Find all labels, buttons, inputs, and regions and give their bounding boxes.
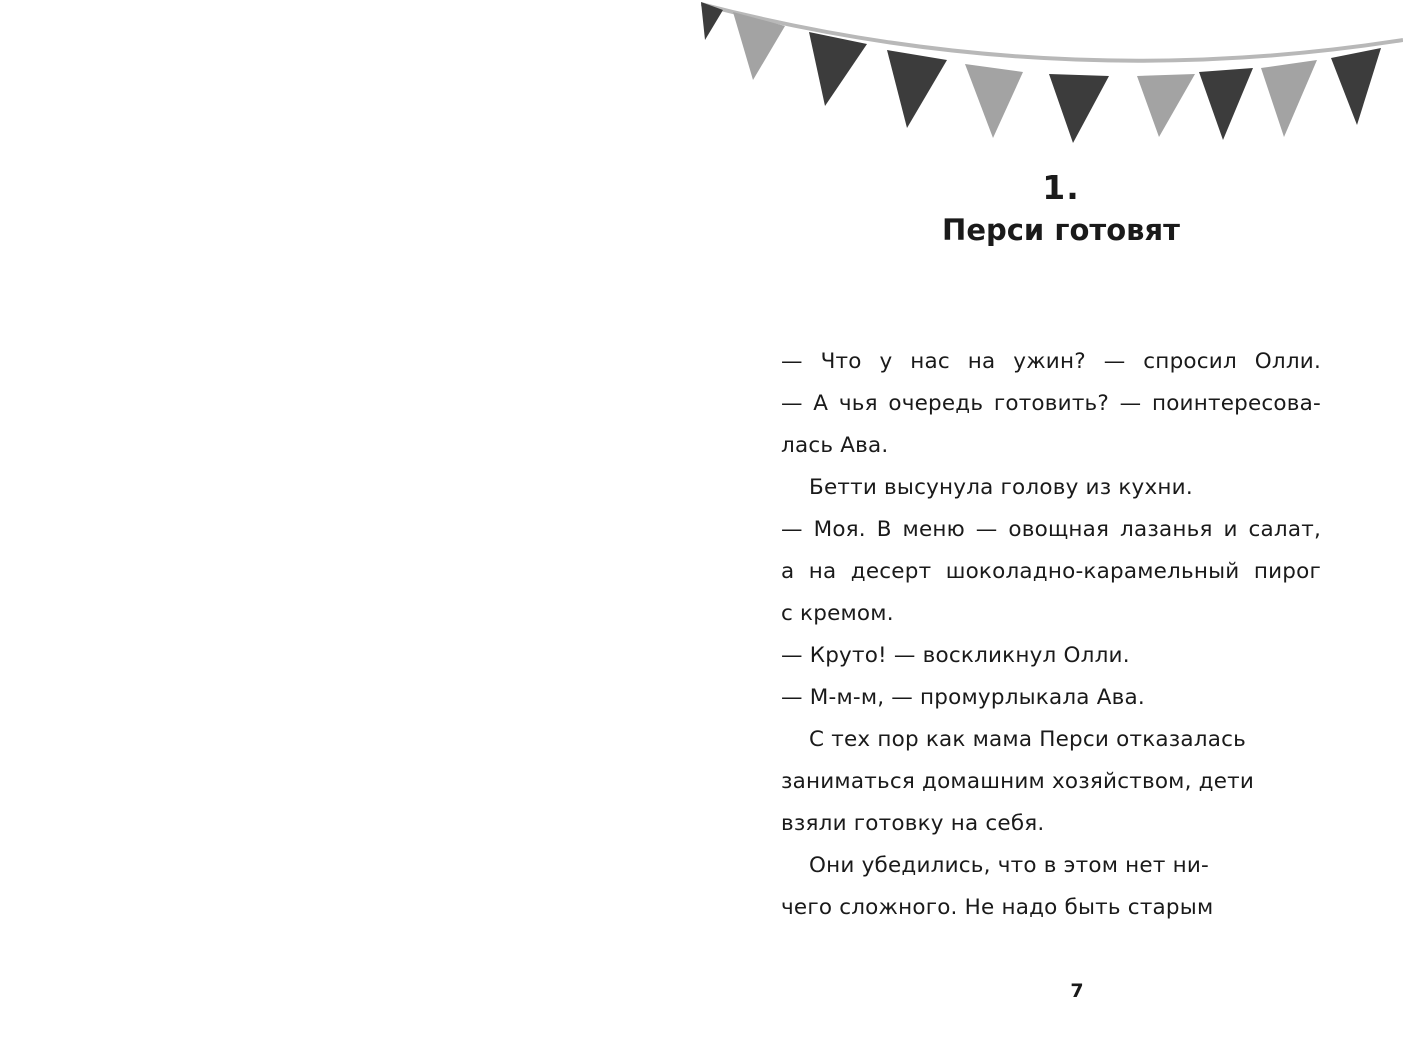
text-line: заниматься домашним хозяйством, дети [781, 769, 1255, 794]
text-line: — Что у нас на ужин? — спросил Олли. [781, 349, 1321, 374]
bunting-flag [809, 32, 867, 106]
text-line: — Круто! — воскликнул Олли. [781, 643, 1130, 668]
text-line: — А чья очередь готовить? — поинтересова- [781, 391, 1321, 416]
bunting-flag [887, 50, 947, 128]
text-line: чего сложного. Не надо быть старым [781, 895, 1214, 920]
text-line: Бетти высунула голову из кухни. [809, 475, 1193, 500]
bunting-decoration [701, 0, 1403, 150]
chapter-number: 1. [1042, 168, 1080, 207]
bunting-flag [1199, 68, 1253, 140]
bunting-flag [1331, 48, 1381, 125]
text-line: с кремом. [781, 601, 894, 626]
bunting-flag [1137, 74, 1195, 137]
text-line: Они убедились, что в этом нет ни- [809, 853, 1209, 878]
body-text [781, 341, 1321, 929]
bunting-string [701, 4, 1403, 61]
chapter-title: Перси готовят [942, 213, 1180, 247]
text-line: — Моя. В меню — овощная лазанья и салат, [781, 517, 1321, 542]
text-line: взяли готовку на себя. [781, 811, 1045, 836]
text-line: С тех пор как мама Перси отказалась [809, 727, 1246, 752]
page-number: 7 [1070, 980, 1084, 1002]
text-line: а на десерт шоколадно-карамельный пирог [781, 559, 1321, 584]
bunting-flag [1261, 60, 1317, 137]
bunting-flag [965, 64, 1023, 138]
left-page-blank [0, 0, 701, 1045]
right-page [701, 0, 1403, 1045]
text-line: лась Ава. [781, 433, 889, 458]
bunting-flag [1049, 74, 1109, 143]
text-line: — М-м-м, — промурлыкала Ава. [781, 685, 1145, 710]
